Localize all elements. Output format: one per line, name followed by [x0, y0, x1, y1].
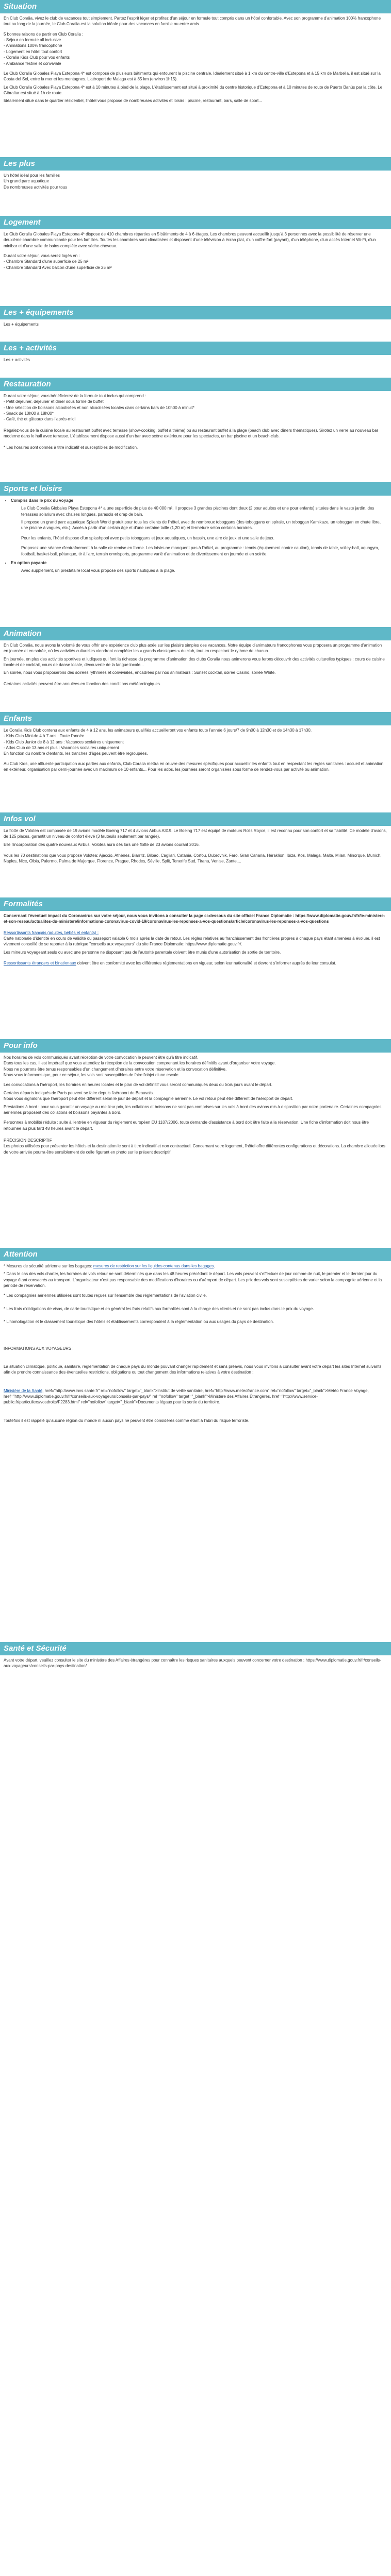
animation-heading: Animation	[0, 627, 391, 640]
pourinfo-p7: Nous vous signalons que l'aéroport peut être différent selon le jour de départ et la compagnie aérienne. Le vol retour peut être différent de l'aéroport de départ.	[4, 1096, 294, 1101]
enfants-p3: Au Club Kids, une affluente participation aux parties aux enfants, Club Coralia mettra en œuvre des mesures spécifiques pour accueillir les enfants tout en respectant les règles sanitaires : accueil et animation en extérieur, organisation par demi-journée avec un maximum de 10 enfants... Pour les ados, les journées seront organisées sous forme de rendez-vous par activité ou animation.	[4, 761, 384, 772]
formalites-p3: Les mineurs voyageant seuls ou avec une personne ne disposant pas de l'autorité parentale doivent être munis d'une autorisation de sortie de territoire.	[4, 950, 281, 955]
pourinfo-p2: Dans tous les cas, il est impératif que vous attendiez la réception de la convocation comprenant les horaires définitifs avant d'organiser votre voyage.	[4, 1061, 276, 1066]
sante-body	[0, 1655, 391, 1669]
infos-p3: Vous les 70 destinations que vous propose Volotea: Ajaccio, Athènes, Biarritz, Bilbao, Cagliari, Catania, Corfou, Dubrovnik, Faro, Gran Canaria, Héraklion, Ibiza, Kos, Malaga, Malte, Milan, Minorque, Munich, Naples, Nice, Olbia, Palermo, Palma de Majorque, Florence, Prague, Rhodes, Séville, Split, Tenerife Sud, Tirana, Venise, Zante,...	[4, 853, 382, 864]
animation-body	[0, 640, 391, 687]
reason-item: - Coralia Kids Club pour vos enfants	[4, 55, 70, 60]
foreign-nationals-link[interactable]: Ressortissants étrangers et binationaux	[4, 961, 76, 966]
plus-section	[0, 157, 391, 201]
attention-p5: * L'homologation et le classement touristique des hôtels et établissements correspondent à la réglementation ou aux usages du pays de destination.	[4, 1319, 274, 1325]
situation-amenities: Idéalement situé dans le quartier résidentiel, l'hôtel vous propose de nombreuses activités et loisirs : piscine, restaurant, bars, salle de sport...	[4, 98, 262, 104]
equipements-text: Les + équipements	[4, 322, 39, 327]
plus-item: De nombreuses activités pour tous	[4, 184, 68, 190]
restauration-item: - Une sélection de boissons alcoolisées et non alcoolisées locales dans certains bars de 10h00 à minuit*	[4, 405, 194, 410]
restauration-body	[0, 391, 391, 450]
restauration-note: * Les horaires sont donnés à titre indicatif et susceptibles de modification.	[4, 445, 138, 450]
formalites-body	[0, 911, 391, 967]
activites-text: Les + activités	[4, 358, 30, 362]
situation-description: Le Club Coralia Globales Playa Estepona 4* est composé de plusieurs bâtiments qui entourent la piscine centrale. Idéalement situé à 1 km du centre-ville d'Estepona et à 15 km de Marbella, il est situé sur la Costa del Sol, entre la mer et les montagnes. L'aéroport de Malaga est à 85 km (environ 1h15).	[4, 71, 381, 82]
sports-optional-p1: Avec supplément, un prestataire local vous propose des sports nautiques à la plage.	[21, 568, 175, 573]
reason-item: - Logement en hôtel tout confort	[4, 49, 62, 54]
sports-included-body	[11, 505, 387, 557]
enfants-club: - Ados Club de 13 ans et plus : Vacances scolaires uniquement	[4, 745, 119, 751]
formalites-p2: Carte nationale d'identité en cours de validité ou passeport valable 6 mois après la date de retour. Les règles relatives au franchissement des frontières propres à chaque pays étant amenées à évoluer, il est vivement conseillé de se reporter à la rubrique "conseils aux voyageurs" du site France Diplomatie: https://www.diplomatie.gouv.fr/.	[4, 936, 380, 947]
situation-reasons-heading: 5 bonnes raisons de partir en Club Coralia :	[4, 31, 84, 37]
enfants-heading: Enfants	[0, 712, 391, 725]
sports-included-p3: Pour les enfants, l'hôtel dispose d'un splashpool avec petits toboggans et jeux aquatiques, un bassin, une aire de jeux et une salle de jeux.	[21, 535, 274, 540]
animation-p2: En journée, en plus des activités sportives et ludiques qui font la richesse du programme d'animation des clubs Coralia nous animerons vous ferons découvrir des activités culturelles typiques : cours de cuisine locale et de cocktail, cours de danse locale, découverte de la langue locale...	[4, 656, 385, 668]
equipements-body	[0, 319, 391, 327]
enfants-section	[0, 712, 391, 805]
animation-p3: En soirée, nous vous proposerons des soirées rythmées et conviviales, encadrées par nos animateurs : Sunset cocktail, soirée Casino, soirée White.	[4, 670, 276, 675]
formalites-heading: Formalités	[0, 897, 391, 911]
activites-heading: Les + activités	[0, 342, 391, 355]
restauration-intro: Durant votre séjour, vous bénéficierez de la formule tout inclus qui comprend :	[4, 394, 146, 398]
sports-section	[0, 482, 391, 619]
logement-section	[0, 216, 391, 293]
health-ministry-link[interactable]: Ministère de la Santé	[4, 1388, 43, 1393]
pourinfo-body	[0, 1053, 391, 1155]
sports-list	[4, 498, 387, 574]
situation-reasons	[4, 37, 387, 66]
logement-description: Le Club Coralia Globales Playa Estepona 4* dispose de 410 chambres réparties en 5 bâtiments de 4 à 6 étages. Les chambres peuvent accueillir jusqu'à 3 personnes avec la possibilité de réserver une deuxième chambre communicante pour les familles. Toutes les chambres sont climatisées et disposent d'une télévision à écran plat, d'un coffre-fort (payant), d'un téléphone, d'un accès Internet Wi-Fi, d'un minibar et d'une salle de bains complète avec sèche-cheveux.	[4, 232, 376, 248]
attention-section	[0, 1248, 391, 1626]
activites-body	[0, 355, 391, 363]
pourinfo-heading: Pour info	[0, 1039, 391, 1053]
equipements-section	[0, 306, 391, 335]
sports-included-p4: Proposez une séance d'entraînement à la salle de remise en forme. Les loisirs ne manquent pas à l'hôtel, au programme : tennis (équipement contre caution), tennis de table, volley-ball, aquagym, football, basket-ball, pétanque, tir à l'arc, terrain omnisports, programme varié d'animation et de divertissement en journée et en soirée.	[21, 546, 379, 556]
french-nationals-link[interactable]: Ressortissants français (adultes, bébés et enfants) :	[4, 930, 99, 935]
equipements-heading: Les + équipements	[0, 306, 391, 319]
plus-heading: Les plus	[0, 157, 391, 171]
sports-included-title: Compris dans le prix du voyage	[11, 498, 73, 503]
sports-included-p2: Il propose un grand parc aquatique Splash World gratuit pour tous les clients de l'hôtel, avec de nombreux toboggans (des toboggans en spirale, un toboggan Kamikaze, un toboggan en chute libre, une piscine à vagues, etc.). Accès à partir d'un certain âge et d'une certaine taille (1,20 m) et fermeture selon certains horaires.	[21, 520, 381, 531]
sports-optional-body	[11, 568, 387, 573]
infos-body	[0, 826, 391, 865]
reason-item: - Ambiance festive et conviviale	[4, 61, 61, 66]
situation-body	[0, 13, 391, 104]
attention-p2: * Dans le cas des vols charter, les horaires de vols retour ne sont déterminés que dans les 48 heures précédant le départ. Les vols peuvent s'effectuer de jour comme de nuit, le premier et le dernier jour du voyage étant consacrés au transport. L'organisateur n'est pas responsable des modifications d'horaires ou d'aéroport de départ. Les prix des vols sont susceptibles de varier selon la compagnie aérienne et la période de réservation.	[4, 1272, 382, 1289]
reason-item: - Animations 100% francophone	[4, 43, 62, 48]
sports-included-p1: Le Club Coralia Globales Playa Estepona 4* a une superficie de plus de 40 000 m². Il propose 3 grandes piscines dont deux (2 pour adultes et une pour enfants) situées dans le vaste jardin, des terrasses solarium avec chaises longues, parasols et drap de bain.	[21, 506, 374, 517]
enfants-club: - Kids Club Mini de 4 à 7 ans : Toute l'année	[4, 734, 85, 739]
room-type: - Chambre Standard d'une superficie de 25 m²	[4, 259, 89, 264]
sports-optional	[11, 560, 387, 574]
sante-section	[0, 1642, 391, 1678]
sports-body	[0, 496, 391, 574]
pourinfo-p6: Certains départs indiqués de Paris peuvent se faire depuis l'aéroport de Beauvais.	[4, 1090, 154, 1095]
pourinfo-p11: Les photos utilisées pour présenter les hôtels et la destination le sont à titre indicatif et non contractuel. Concernant votre logement, l'hôtel offre différentes configurations et décorations. La chambre allouée lors de votre arrivée pourra être sensiblement de celle figurant en photo sur le présent descriptif.	[4, 1144, 385, 1155]
logement-rooms-heading: Durant votre séjour, vous serez logés en :	[4, 253, 80, 259]
pourinfo-p5: Les convocations à l'aéroport, les horaires en heures locales et le plan de vol définitif vous seront communiqués deux ou trois jours avant le départ.	[4, 1082, 272, 1088]
pourinfo-p1: Nos horaires de vols communiqués avant réception de votre convocation le peuvent être qu'à titre indicatif.	[4, 1055, 199, 1060]
sports-included	[11, 498, 387, 557]
formalites-p4: doivent être en conformité avec les différentes réglementations en vigueur, selon leur nationalité et devront s'informer auprès de leur consulat.	[77, 961, 336, 966]
sports-optional-title: En option payante	[11, 560, 47, 565]
attention-heading: Attention	[0, 1248, 391, 1261]
plus-item: Un hôtel idéal pour les familles	[4, 173, 60, 178]
attention-p9: Toutefois il est rappelé qu'aucune région du monde ni aucun pays ne peuvent être considérés comme étant à l'abri du risque terroriste.	[4, 1418, 250, 1423]
restauration-description: Régalez-vous de la cuisine locale au restaurant buffet avec terrasse (show-cooking, buffet à thème) ou au restaurant buffet à la plage (beach club avec dîners thématiques). Sirotez un verre au nouveau bar moderne dans le hall avec terrasse. L'établissement dispose aussi d'un bar avec scène extérieure pour les spectacles, un bar piscine et un beach-club.	[4, 428, 379, 439]
sante-heading: Santé et Sécurité	[0, 1642, 391, 1655]
formalites-covid-notice: Concernant l'éventuel impact du Coronavirus sur votre séjour, nous vous invitons à consulter la page ci-dessous du site officiel France Diplomatie : https://www.diplomatie.gouv.fr/fr/le-ministere-et-son-reseau/actualites-du-ministere/informations-coronavirus-covid-19/coronavirus-les-reponses-a-vos-questions/article/coronavirus-les-reponses-a-vos-questions	[4, 913, 385, 924]
sports-heading: Sports et loisirs	[0, 482, 391, 496]
attention-body	[0, 1261, 391, 1423]
restauration-heading: Restauration	[0, 378, 391, 391]
formalites-section	[0, 897, 391, 1031]
attention-p8-post: , href="http://www.invs.sante.fr" rel="nofollow" target="_blank">Institut de veille sanitaire, href="http://www.meteofrance.com" rel="nofollow" target="_blank">Météo France Voyage, href="http://www.diplomatie.gouv.fr/fr/conseils-aux-voyageurs/conseils-par-pays/" rel="nofollow" target="_blank">Ministère des Affaires Étrangères, href="http://www.service-public.fr/particuliers/vosdroits/F2283.html" rel="nofollow" target="_blank">Documents légaux pour la sortie du territoire.	[4, 1388, 369, 1405]
activites-section	[0, 342, 391, 370]
situation-location: Le Club Coralia Globales Playa Estepona 4* est à 10 minutes à pied de la plage. L'établissement est situé à proximité du centre historique d'Estepona et à 10 minutes de route de Puerto Banús par la côte. Le Gibraltar est situé à 1h de route.	[4, 84, 383, 95]
enfants-club: - Kids Club Junior de 8 à 12 ans : Vacances scolaires uniquement	[4, 739, 124, 744]
reason-item: - Séjour en formule all inclusive	[4, 38, 61, 43]
situation-heading: Situation	[0, 0, 391, 13]
logement-heading: Logement	[0, 216, 391, 229]
attention-p8	[4, 1388, 387, 1405]
restauration-item: - Petit déjeuner, déjeuner et dîner sous forme de buffet	[4, 399, 104, 404]
pourinfo-p9: Personnes à mobilité réduite : suite à l'entrée en vigueur du règlement européen EU 1107/2006, toute demande d'assistance à bord doit être faite à la réservation. Une fiche d'information doit nous être retournée au plus tard 48 heures avant le départ.	[4, 1120, 369, 1131]
pourinfo-p3: Nous ne pourrons être tenus responsables d'un changement d'horaires entre votre réservation et la convocation définitive.	[4, 1066, 227, 1072]
situation-section	[0, 0, 391, 104]
attention-p3: * Les compagnies aériennes utilisées sont toutes reçues sur l'ensemble des réglementations de l'aviation civile.	[4, 1293, 207, 1298]
pourinfo-section	[0, 1039, 391, 1235]
attention-p6: INFORMATIONS AUX VOYAGEURS :	[4, 1346, 74, 1351]
enfants-p1: Le Coralia Kids Club contenu aux enfants de 4 à 12 ans, les animateurs qualifiés accueilleront vos enfants toute l'année 6 jours/7 de 9h00 à 12h30 et de 14h30 à 17h30.	[4, 728, 312, 733]
plus-item: Un grand parc aquatique	[4, 179, 50, 184]
restauration-section	[0, 378, 391, 478]
liquids-restriction-link[interactable]: mesures de restriction sur les liquides contenus dans les bagages	[93, 1264, 214, 1268]
restauration-items	[4, 399, 387, 422]
animation-p1: En Club Coralia, nous avons la volonté de vous offrir une expérience club plus axée sur les plaisirs simples des vacances. Notre équipe d'animateurs francophones vous proposera un programme d'animation en journée et en soirée, où les activités culturelles viendront compléter les « grands classiques » du club, tout en respectant le rythme de chacun.	[4, 643, 382, 654]
plus-body	[0, 171, 391, 190]
enfants-p2: En fonction du nombre d'enfants, les tranches d'âges peuvent être regroupées.	[4, 751, 148, 756]
infos-p1: La flotte de Volotea est composée de 19 avions modèle Boeing 717 et 4 avions Airbus A319. Le Boeing 717 est équipé de moteurs Rolls Royce, il est reconnu pour son confort et sa fiabilité. Ce modèle d'avions, de 125 places, garantit un niveau de confort élevé (3 fauteuils seulement par rangée).	[4, 828, 387, 839]
infos-p2: Elle l'incorporation des quatre nouveaux Airbus, Volotea aura dès lors une flotte de 23 avions courant 2016.	[4, 842, 200, 847]
attention-p1-pre: * Mesures de sécurité aérienne sur les bagages:	[4, 1264, 93, 1268]
attention-p1-post: .	[214, 1264, 215, 1268]
infos-section	[0, 812, 391, 890]
pourinfo-p10: PRÉCISION DESCRIPTIF	[4, 1138, 52, 1143]
logement-body	[0, 229, 391, 270]
room-type: - Chambre Standard Avec balcon d'une superficie de 25 m²	[4, 265, 112, 270]
attention-p1	[4, 1263, 387, 1269]
situation-intro: En Club Coralia, vivez le club de vacances tout simplement. Partez l'esprit léger et profitez d'un séjour en formule tout compris dans un hôtel confortable. Avec son programme d'animation 100% francophone tout au long de la journée, le Club Coralia est la solution idéale pour des vacances en famille ou entre amis.	[4, 16, 381, 27]
restauration-item: - Snack de 10h00 à 18h00*	[4, 411, 54, 416]
restauration-item: - Café, thé et gâteaux dans l'après-midi	[4, 417, 76, 422]
attention-p4: * Les frais d'obligations de visas, de carte touristique et en général les frais relatifs aux formalités sont à la charge des clients et ne sont pas inclus dans le prix du voyage.	[4, 1306, 314, 1311]
infos-heading: Infos vol	[0, 812, 391, 826]
sante-p1: Avant votre départ, veuillez consulter le site du ministère des Affaires étrangères pour connaître les risques sanitaires auxquels peuvent concerner votre destination : https://www.diplomatie.gouv.fr/fr/conseils-aux-voyageurs/conseils-par-pays-destination/	[4, 1658, 381, 1669]
animation-section	[0, 627, 391, 704]
animation-p4: Certaines activités peuvent être annulées en fonction des conditions météorologiques.	[4, 681, 161, 686]
enfants-body	[0, 725, 391, 773]
pourinfo-p4: Nous vous informons que, pour ce séjour, les vols sont susceptibles de faire l'objet d'une escale.	[4, 1073, 180, 1078]
pourinfo-p8: Prestations à bord : pour vous garantir un voyage au meilleur prix, les collations et boissons ne sont pas comprises sur les vols à bord des avions mis à disposition par notre partenaire. Certaines compagnies aériennes proposent des collations et boissons payantes à bord.	[4, 1104, 382, 1115]
attention-p7: La situation climatique, politique, sanitaire, réglementation de chaque pays du monde pouvant changer rapidement et sans préavis, nous vous invitons à consulter avant votre départ les sites Internet suivants afin de prendre connaissance des éventuelles restrictions, obligations ou tout changement des informations relatives à votre destination :	[4, 1364, 382, 1375]
